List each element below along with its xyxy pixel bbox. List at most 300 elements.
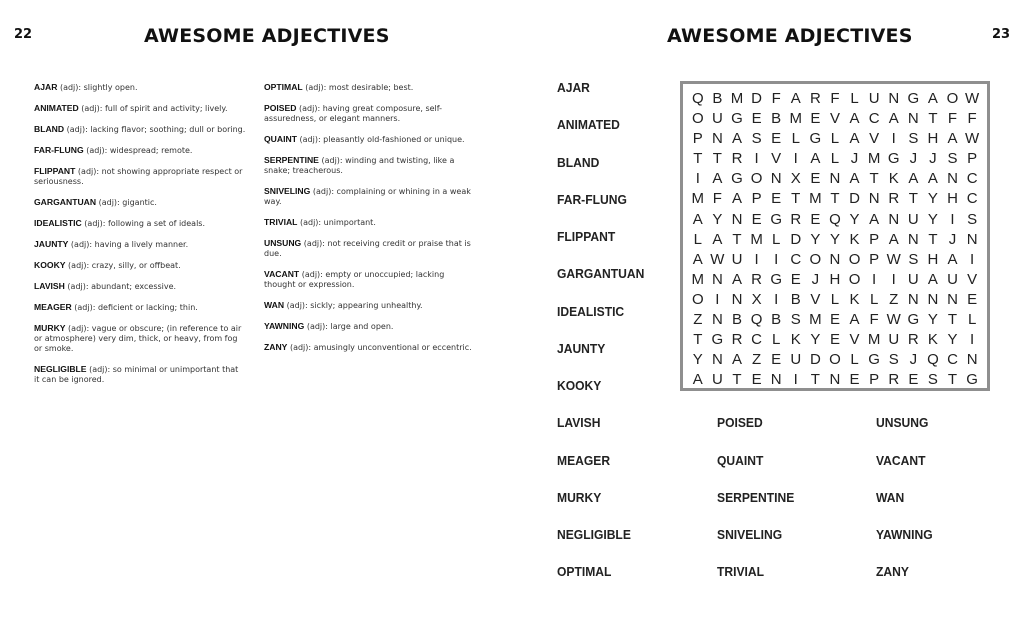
grid-letter: N: [770, 371, 782, 389]
grid-letter: S: [751, 130, 762, 148]
glossary-word: FLIPPANT: [34, 165, 76, 176]
grid-letter: H: [947, 190, 958, 208]
grid-letter: M: [789, 110, 803, 128]
word-list-item: ZANY: [876, 564, 909, 580]
glossary-definition: (adj): most desirable; best.: [302, 83, 414, 92]
grid-letter: L: [791, 130, 800, 148]
grid-letter: L: [830, 290, 840, 308]
grid-letter: Y: [849, 210, 860, 228]
grid-letter: S: [908, 130, 919, 148]
grid-letter: A: [849, 110, 860, 128]
word-list-item: LAVISH: [557, 415, 601, 431]
glossary-entry: [34, 323, 246, 354]
grid-letter: R: [809, 90, 821, 107]
grid-letter: F: [712, 190, 722, 208]
glossary-word: YAWNING: [264, 321, 305, 332]
word-list-item: VACANT: [876, 452, 926, 468]
grid-letter: L: [850, 90, 859, 107]
glossary-word: UNSUNG: [264, 238, 302, 249]
glossary-word: ZANY: [264, 342, 288, 353]
grid-letter: R: [888, 190, 900, 208]
grid-letter: T: [869, 170, 879, 188]
grid-letter: A: [849, 170, 860, 188]
grid-letter: U: [947, 270, 958, 288]
grid-letter: W: [710, 250, 725, 268]
grid-letter: G: [770, 210, 782, 228]
grid-letter: O: [829, 351, 841, 369]
grid-letter: K: [849, 230, 860, 248]
glossary-entry: [264, 342, 476, 353]
grid-letter: D: [751, 90, 762, 107]
grid-letter: V: [829, 110, 840, 128]
grid-letter: Y: [947, 331, 958, 349]
grid-letter: U: [907, 270, 919, 288]
grid-letter: R: [751, 270, 762, 288]
grid-letter: P: [869, 250, 880, 268]
grid-letter: N: [947, 170, 958, 188]
word-list-item: GARGANTUAN: [557, 266, 645, 282]
glossary-definition: (adj): large and open.: [304, 322, 394, 332]
glossary-entry: [264, 134, 476, 145]
grid-letter: M: [691, 270, 705, 288]
glossary-definition: (adj): winding and twisting, like a snake; treacherous.: [264, 156, 455, 176]
grid-letter: R: [731, 331, 743, 349]
grid-letter: Z: [693, 311, 703, 329]
word-list-item: UNSUNG: [876, 415, 929, 431]
grid-letter: J: [909, 351, 918, 369]
grid-letter: T: [732, 230, 742, 248]
grid-letter: I: [950, 210, 955, 228]
glossary-word: FAR-FLUNG: [34, 144, 84, 155]
grid-letter: A: [947, 130, 958, 148]
grid-letter: E: [810, 170, 821, 188]
word-list-item: TRIVIAL: [717, 564, 765, 580]
glossary-definition: (adj): complaining or whining in a weak way.: [264, 187, 471, 207]
grid-letter: T: [791, 190, 801, 208]
grid-letter: O: [946, 90, 959, 107]
page-number-right: 23: [992, 27, 1011, 42]
grid-letter: Q: [750, 311, 763, 329]
glossary-definition: (adj): having a lively manner.: [68, 239, 189, 249]
grid-letter: B: [731, 311, 742, 329]
grid-letter: G: [731, 110, 743, 128]
page-title-left: AWESOME ADJECTIVES: [144, 25, 390, 47]
grid-letter: V: [810, 290, 821, 308]
grid-letter: A: [849, 130, 860, 148]
glossary-definition: (adj): so minimal or unimportant that it can be ignored.: [34, 365, 239, 385]
grid-letter: D: [790, 230, 802, 248]
glossary-word: GARGANTUAN: [34, 197, 97, 208]
glossary-column-1: [34, 82, 246, 395]
grid-letter: N: [888, 90, 900, 107]
word-list-item: MEAGER: [557, 452, 611, 468]
grid-letter: P: [692, 130, 703, 148]
grid-letter: T: [693, 331, 703, 349]
grid-letter: D: [849, 190, 860, 208]
grid-letter: X: [790, 170, 801, 188]
glossary-definition: (adj): slightly open.: [57, 83, 138, 92]
grid-letter: Y: [927, 311, 938, 329]
grid-letter: Y: [927, 190, 938, 208]
glossary-definition: (adj): crazy, silly, or offbeat.: [65, 260, 181, 270]
grid-letter: E: [810, 110, 821, 128]
grid-letter: N: [829, 371, 841, 389]
glossary-entry: [264, 300, 476, 311]
grid-letter: A: [927, 170, 938, 188]
grid-letter: S: [927, 371, 938, 389]
grid-letter: T: [712, 150, 722, 168]
grid-letter: E: [751, 110, 762, 128]
grid-letter: T: [810, 371, 820, 389]
grid-letter: A: [731, 351, 742, 369]
grid-letter: G: [907, 90, 920, 107]
grid-letter: A: [849, 311, 860, 329]
glossary-word: MEAGER: [34, 301, 72, 312]
glossary-word: OPTIMAL: [264, 82, 303, 92]
grid-letter: D: [809, 351, 821, 369]
glossary-definition: (adj): unimportant.: [297, 218, 376, 228]
grid-letter: Q: [927, 351, 939, 369]
glossary-entry: [34, 218, 246, 229]
glossary-definition: (adj): abundant; excessive.: [64, 281, 177, 291]
grid-letter: W: [886, 250, 901, 268]
grid-letter: T: [830, 190, 840, 208]
grid-letter: Y: [927, 210, 938, 228]
grid-letter: H: [927, 130, 939, 148]
grid-letter: M: [691, 190, 705, 208]
glossary-word: LAVISH: [34, 280, 65, 291]
grid-letter: X: [751, 290, 762, 308]
glossary-word: VACANT: [264, 269, 300, 280]
grid-letter: A: [927, 90, 938, 107]
grid-letter: F: [771, 90, 781, 107]
word-list-item: SNIVELING: [717, 527, 783, 542]
grid-letter: L: [830, 150, 840, 168]
grid-letter: E: [771, 130, 782, 148]
grid-letter: Y: [712, 210, 723, 228]
grid-letter: M: [730, 90, 744, 107]
grid-letter: P: [869, 371, 880, 389]
grid-letter: P: [869, 230, 880, 248]
glossary-definition: (adj): sickly; appearing unhealthy.: [284, 301, 423, 311]
grid-letter: O: [691, 290, 704, 308]
grid-letter: C: [966, 190, 978, 208]
glossary-entry: [34, 124, 246, 135]
grid-letter: J: [909, 150, 918, 168]
grid-letter: A: [731, 130, 742, 148]
grid-letter: M: [867, 331, 881, 349]
grid-letter: K: [927, 331, 938, 349]
grid-letter: A: [692, 371, 703, 389]
grid-letter: O: [848, 270, 861, 288]
glossary-definition: (adj): full of spirit and activity; lively.: [78, 103, 228, 113]
word-list-item: POISED: [717, 415, 763, 431]
glossary-entry: [264, 269, 476, 290]
glossary-entry: [264, 155, 476, 176]
grid-letter: I: [891, 270, 896, 288]
grid-letter: H: [927, 250, 939, 268]
grid-letter: J: [850, 150, 859, 168]
grid-letter: S: [967, 210, 978, 228]
grid-letter: L: [967, 311, 977, 329]
grid-letter: E: [771, 351, 782, 369]
grid-letter: E: [829, 311, 840, 329]
glossary-word: KOOKY: [34, 259, 66, 270]
grid-letter: M: [867, 150, 881, 168]
grid-letter: E: [829, 331, 840, 349]
glossary-definition: (adj): following a set of ideals.: [81, 219, 206, 228]
grid-letter: A: [790, 90, 801, 107]
glossary-entry: [264, 186, 476, 207]
grid-letter: F: [967, 110, 977, 128]
grid-letter: G: [731, 170, 743, 188]
grid-letter: F: [830, 90, 840, 107]
grid-letter: E: [751, 371, 762, 389]
word-list-item: IDEALISTIC: [557, 303, 625, 319]
page-number-left: 22: [14, 27, 33, 42]
grid-letter: J: [948, 230, 957, 248]
grid-letter: V: [771, 150, 782, 168]
glossary-entry: [264, 217, 476, 228]
grid-letter: G: [770, 270, 782, 288]
glossary-entry: [264, 321, 476, 332]
grid-letter: G: [966, 371, 978, 389]
grid-letter: V: [869, 130, 880, 148]
grid-letter: N: [829, 170, 841, 188]
grid-letter: L: [772, 331, 781, 349]
glossary-word: AJAR: [34, 82, 58, 92]
grid-letter: I: [774, 250, 779, 268]
grid-letter: G: [868, 351, 880, 369]
grid-letter: V: [967, 270, 978, 288]
word-list-item: SERPENTINE: [717, 489, 795, 505]
grid-letter: M: [809, 311, 822, 329]
grid-letter: A: [712, 170, 723, 188]
grid-letter: U: [731, 250, 743, 268]
glossary-word: SERPENTINE: [264, 155, 319, 166]
grid-letter: I: [793, 150, 798, 168]
glossary-definition: (adj): amusingly unconventional or eccentric.: [287, 343, 472, 353]
grid-letter: Y: [810, 331, 821, 349]
glossary-definition: (adj): vague or obscure; (in reference to air or atmosphere) very dim, thick, or heavy, from fog or smoke.: [34, 323, 242, 354]
grid-letter: T: [928, 110, 938, 128]
grid-letter: Q: [829, 210, 841, 228]
glossary-column-2: [264, 82, 476, 363]
grid-letter: U: [888, 331, 900, 349]
glossary-definition: (adj): not receiving credit or praise that is due.: [264, 239, 471, 259]
grid-letter: E: [967, 290, 978, 308]
grid-letter: Z: [751, 351, 762, 369]
grid-letter: C: [751, 331, 762, 349]
grid-letter: R: [907, 331, 919, 349]
word-list-item: JAUNTY: [557, 340, 606, 356]
grid-letter: U: [907, 210, 919, 228]
glossary-word: TRIVIAL: [264, 217, 298, 228]
grid-letter: I: [872, 270, 877, 288]
glossary-entry: [34, 302, 246, 313]
grid-letter: S: [908, 250, 919, 268]
grid-letter: B: [712, 90, 723, 107]
grid-letter: A: [947, 250, 958, 268]
grid-letter: A: [927, 270, 938, 288]
grid-letter: U: [711, 371, 723, 389]
glossary-entry: [264, 103, 476, 124]
word-list-item: NEGLIGIBLE: [557, 527, 631, 542]
glossary-entry: [34, 103, 246, 114]
glossary-entry: [264, 238, 476, 259]
glossary-entry: [264, 82, 476, 93]
grid-letter: R: [731, 150, 743, 168]
grid-letter: L: [693, 230, 702, 248]
grid-letter: N: [888, 210, 900, 228]
grid-letter: V: [849, 331, 860, 349]
grid-letter: O: [691, 110, 704, 128]
word-list-item: WAN: [876, 489, 905, 505]
grid-letter: N: [966, 230, 978, 248]
glossary-entry: [34, 281, 246, 292]
glossary-word: IDEALISTIC: [34, 218, 82, 228]
grid-letter: C: [947, 351, 958, 369]
grid-letter: I: [715, 290, 720, 308]
grid-letter: Y: [692, 351, 703, 369]
glossary-definition: (adj): pleasantly old-fashioned or unique.: [296, 135, 465, 145]
grid-letter: N: [711, 130, 723, 148]
grid-letter: E: [751, 210, 762, 228]
glossary-word: POISED: [264, 102, 297, 113]
grid-letter: I: [970, 331, 975, 349]
glossary-entry: [34, 82, 246, 93]
grid-letter: T: [947, 311, 958, 329]
grid-letter: U: [868, 90, 880, 107]
grid-letter: H: [829, 270, 841, 288]
grid-letter: L: [850, 351, 859, 369]
grid-letter: K: [790, 331, 801, 349]
grid-letter: G: [711, 331, 724, 349]
right-page: [512, 0, 1024, 633]
grid-letter: O: [809, 250, 822, 268]
glossary-definition: (adj): not showing appropriate respect or seriousness.: [34, 166, 243, 187]
grid-letter: A: [692, 210, 703, 228]
word-list-item: QUAINT: [717, 452, 764, 468]
glossary-entry: [34, 145, 246, 156]
grid-letter: T: [693, 150, 703, 168]
grid-letter: B: [771, 311, 782, 329]
letter-grid: [688, 89, 982, 390]
grid-letter: J: [929, 150, 937, 168]
grid-letter: Q: [691, 90, 704, 107]
grid-letter: N: [731, 210, 743, 228]
glossary-definition: (adj): deficient or lacking; thin.: [71, 302, 198, 312]
word-search-grid: [680, 81, 990, 391]
grid-letter: O: [750, 170, 763, 188]
grid-letter: C: [868, 110, 880, 128]
word-list-item: KOOKY: [557, 378, 602, 393]
glossary-definition: (adj): empty or unoccupied; lacking thought or expression.: [264, 270, 445, 290]
grid-letter: C: [790, 250, 802, 268]
grid-letter: Z: [889, 290, 899, 308]
word-list-item: BLAND: [557, 154, 600, 170]
glossary-word: MURKY: [34, 322, 66, 333]
grid-letter: A: [731, 190, 742, 208]
grid-letter: N: [770, 170, 782, 188]
grid-letter: S: [790, 311, 801, 329]
grid-letter: M: [809, 190, 822, 208]
grid-letter: W: [965, 130, 980, 148]
glossary-word: QUAINT: [264, 134, 297, 145]
glossary-word: ANIMATED: [34, 102, 79, 113]
grid-letter: W: [886, 311, 901, 329]
grid-letter: N: [868, 190, 880, 208]
grid-letter: C: [966, 170, 978, 188]
word-list-item: ANIMATED: [557, 117, 620, 133]
grid-letter: I: [754, 150, 759, 168]
grid-letter: E: [790, 270, 801, 288]
grid-letter: O: [848, 250, 861, 268]
grid-letter: R: [888, 371, 900, 389]
grid-letter: B: [790, 290, 801, 308]
grid-letter: E: [810, 210, 821, 228]
grid-letter: I: [695, 170, 700, 188]
grid-letter: N: [711, 351, 723, 369]
grid-letter: A: [888, 110, 899, 128]
grid-letter: T: [928, 230, 938, 248]
grid-letter: N: [711, 311, 723, 329]
grid-letter: N: [907, 110, 919, 128]
grid-letter: A: [692, 250, 703, 268]
grid-letter: I: [793, 371, 798, 389]
grid-letter: Y: [829, 230, 840, 248]
grid-letter: U: [711, 110, 723, 128]
glossary-entry: [34, 166, 246, 187]
glossary-word: JAUNTY: [34, 238, 69, 249]
grid-letter: A: [712, 230, 723, 248]
grid-letter: N: [829, 250, 841, 268]
glossary-word: NEGLIGIBLE: [34, 364, 87, 375]
word-list-item: MURKY: [557, 489, 602, 505]
glossary-definition: (adj): having great composure, self-assuredness, or elegant manners.: [264, 103, 443, 124]
grid-letter: G: [887, 150, 900, 168]
glossary-entry: [34, 197, 246, 208]
grid-letter: T: [908, 190, 918, 208]
grid-letter: L: [869, 290, 879, 308]
grid-letter: E: [908, 371, 919, 389]
grid-letter: B: [771, 110, 782, 128]
grid-letter: I: [891, 130, 896, 148]
grid-letter: G: [809, 130, 822, 148]
grid-letter: L: [830, 130, 840, 148]
grid-letter: G: [907, 311, 920, 329]
grid-letter: F: [869, 311, 879, 329]
grid-letter: Y: [810, 230, 821, 248]
grid-letter: N: [966, 351, 978, 369]
grid-letter: I: [970, 250, 975, 268]
grid-letter: N: [711, 270, 723, 288]
grid-letter: R: [790, 210, 802, 228]
grid-letter: E: [849, 371, 860, 389]
grid-letter: N: [927, 290, 939, 308]
glossary-entry: [34, 239, 246, 250]
grid-letter: N: [947, 290, 958, 308]
grid-letter: P: [967, 150, 978, 168]
grid-letter: S: [888, 351, 899, 369]
grid-letter: W: [965, 90, 980, 107]
grid-letter: K: [888, 170, 899, 188]
grid-letter: A: [869, 210, 880, 228]
grid-letter: P: [751, 190, 762, 208]
grid-letter: I: [754, 250, 759, 268]
glossary-word: WAN: [264, 300, 285, 311]
grid-letter: A: [908, 170, 919, 188]
